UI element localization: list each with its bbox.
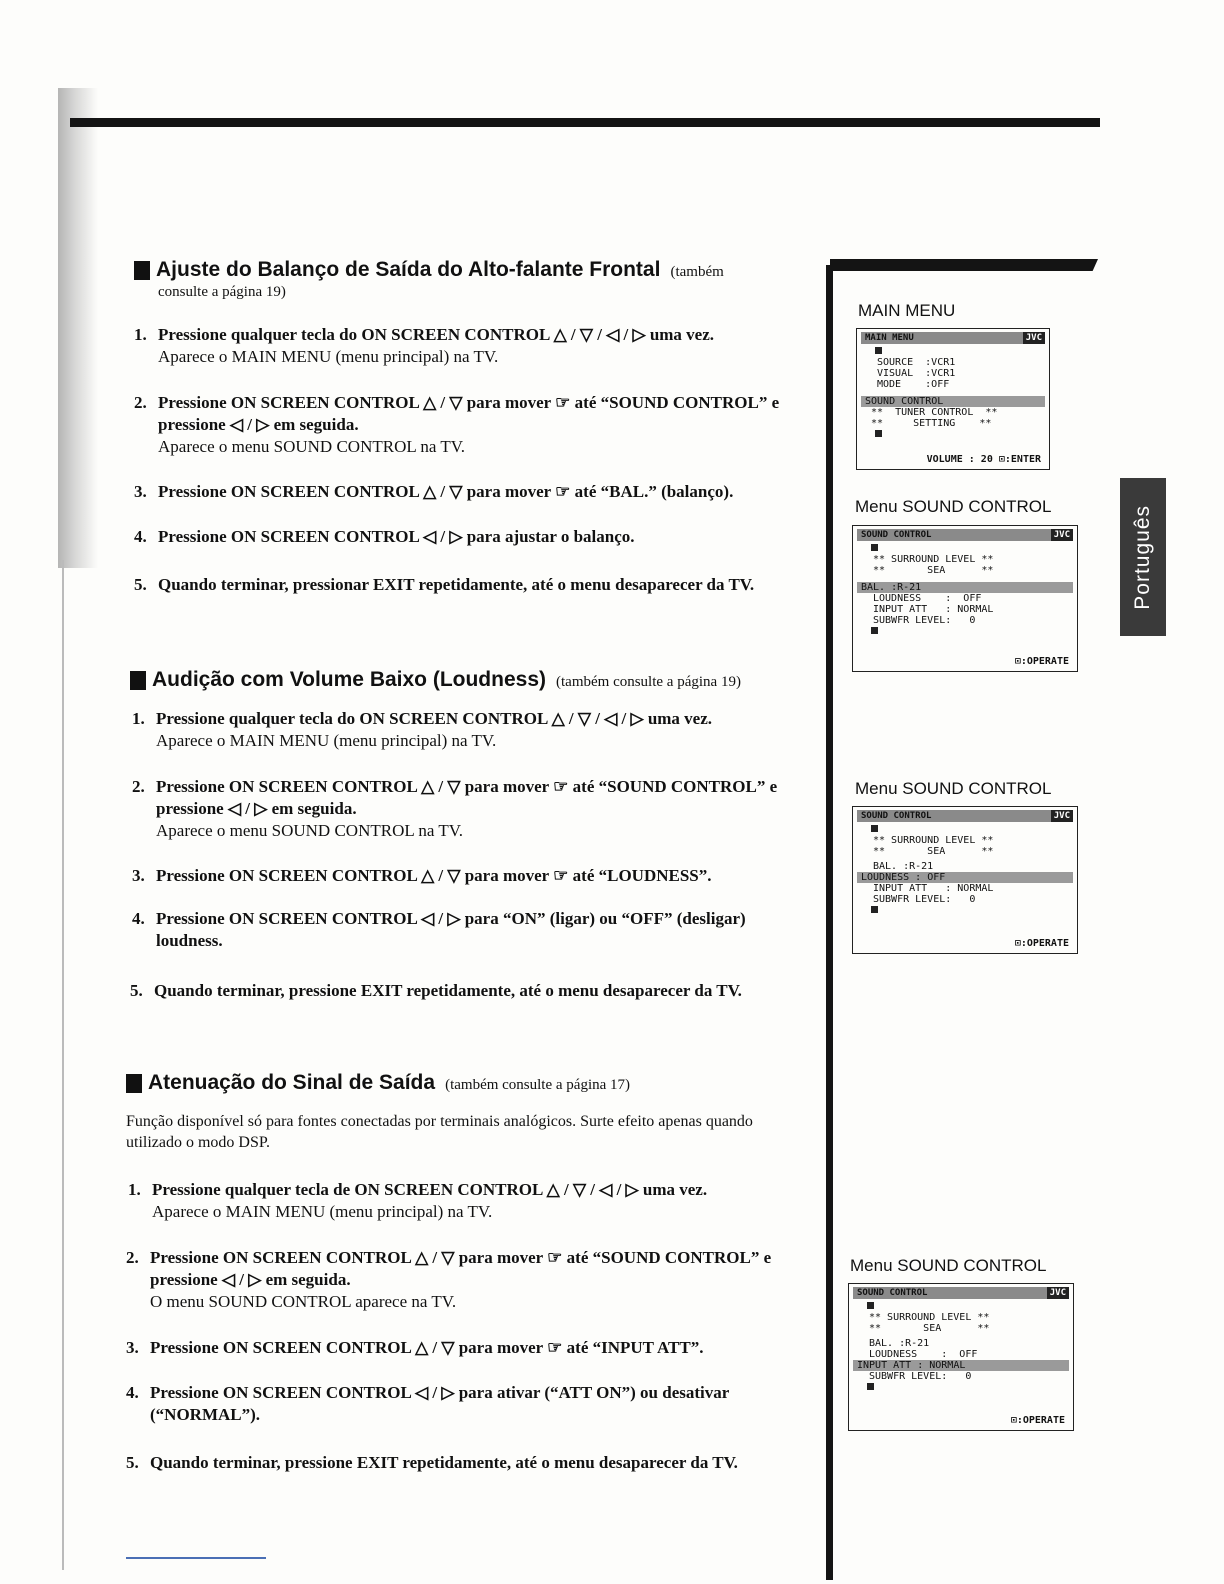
step: 2. Pressione ON SCREEN CONTROL △ / ▽ para mover ☞ até “SOUND CONTROL” e pressione ◁ / ▷ em seguida. O menu SOUND CONTROL aparece na TV.: [126, 1248, 772, 1311]
top-rule: [70, 118, 1100, 127]
language-tab-label: Português: [1131, 504, 1154, 610]
step: 3. Pressione ON SCREEN CONTROL △ / ▽ para mover ☞ até “INPUT ATT”.: [126, 1338, 704, 1357]
step: 4. Pressione ON SCREEN CONTROL ◁ / ▷ para ativar (“ATT ON”) ou desativar (“NORMAL”).: [126, 1383, 729, 1424]
cursor-icon: [871, 544, 878, 551]
osd-footer: ⊡:OPERATE: [1010, 1415, 1065, 1426]
cursor-icon: [867, 1302, 874, 1309]
section-title: Audição com Volume Baixo (Loudness): [152, 668, 546, 691]
osd-highlight: BAL. :R-21: [857, 582, 1073, 593]
section-title: Ajuste do Balanço de Saída do Alto-falante Frontal: [156, 258, 661, 281]
osd-sound-control: SOUND CONTROL JVC ** SURROUND LEVEL ** ** SEA ** BAL. :R-21 LOUDNESS : OFF INPUT ATT : NORMAL SUBWFR LEVEL: 0 ⊡:OPERATE: [852, 806, 1078, 954]
osd-footer: VOLUME : 20 ⊡:ENTER: [926, 454, 1041, 465]
osd-highlight: LOUDNESS : OFF: [857, 872, 1073, 883]
section-heading-loudness: [130, 668, 741, 692]
osd-title-bar: MAIN MENU JVC: [861, 332, 1045, 344]
osd-title-bar: SOUND CONTROL JVC: [857, 529, 1073, 541]
section-heading-attenuation: [126, 1071, 630, 1095]
step: 4. Pressione ON SCREEN CONTROL ◁ / ▷ para ajustar o balanço.: [134, 527, 635, 546]
screen-caption: Menu SOUND CONTROL: [855, 497, 1052, 516]
step: 5. Quando terminar, pressione EXIT repetidamente, até o menu desaparecer da TV.: [130, 981, 742, 1000]
heading-square-icon: [134, 261, 150, 280]
section-ref: (também consulte a página 19): [556, 674, 741, 690]
cursor-icon: [875, 347, 882, 354]
step: 5. Quando terminar, pressione EXIT repetidamente, até o menu desaparecer da TV.: [126, 1453, 738, 1472]
section-ref: (também: [670, 264, 724, 280]
osd-highlight: INPUT ATT : NORMAL: [853, 1360, 1069, 1371]
step: 1. Pressione qualquer tecla do ON SCREEN CONTROL △ / ▽ / ◁ / ▷ uma vez. Aparece o MAIN MENU (menu principal) na TV.: [134, 325, 715, 366]
cursor-icon: [875, 430, 882, 437]
jvc-logo: JVC: [1051, 810, 1073, 822]
screen-caption: MAIN MENU: [858, 301, 956, 320]
sidebar-top-rule: [830, 259, 1098, 271]
osd-main-menu: MAIN MENU JVC SOURCE :VCR1 VISUAL :VCR1 MODE :OFF SOUND CONTROL ** TUNER CONTROL ** ** SETTING ** VOLUME : 20 ⊡:ENTER: [856, 328, 1050, 470]
step: 4. Pressione ON SCREEN CONTROL ◁ / ▷ para “ON” (ligar) ou “OFF” (desligar) loudness.: [132, 909, 746, 950]
step: 2. Pressione ON SCREEN CONTROL △ / ▽ para mover ☞ até “SOUND CONTROL” e pressione ◁ / ▷ em seguida. Aparece o menu SOUND CONTROL na TV.: [134, 393, 780, 456]
cursor-icon: [871, 906, 878, 913]
section-ref: (também consulte a página 17): [445, 1077, 631, 1093]
jvc-logo: JVC: [1023, 332, 1045, 344]
section-title: Atenuação do Sinal de Saída: [148, 1071, 436, 1094]
osd-sound-control: SOUND CONTROL JVC ** SURROUND LEVEL ** ** SEA ** BAL. :R-21 LOUDNESS : OFF INPUT ATT : NORMAL SUBWFR LEVEL: 0 ⊡:OPERATE: [848, 1283, 1074, 1431]
screen-caption: Menu SOUND CONTROL: [850, 1256, 1047, 1275]
jvc-logo: JVC: [1051, 529, 1073, 541]
step: 1. Pressione qualquer tecla do ON SCREEN CONTROL △ / ▽ / ◁ / ▷ uma vez. Aparece o MAIN MENU (menu principal) na TV.: [132, 709, 713, 750]
cursor-icon: [867, 1383, 874, 1390]
section-ref-continued: consulte a página 19): [158, 284, 286, 300]
step: 3. Pressione ON SCREEN CONTROL △ / ▽ para mover ☞ até “BAL.” (balanço).: [134, 482, 734, 501]
osd-highlight: SOUND CONTROL: [861, 396, 1045, 407]
step: 1. Pressione qualquer tecla de ON SCREEN CONTROL △ / ▽ / ◁ / ▷ uma vez. Aparece o MAIN MENU (menu principal) na TV.: [128, 1180, 708, 1221]
page-binding-edge: [62, 560, 64, 1570]
cursor-icon: [871, 825, 878, 832]
section-intro: Função disponível só para fontes conectadas por terminais analógicos. Surte efeito apenas quando utilizado o modo DSP.: [126, 1113, 753, 1151]
footer-line: [126, 1557, 266, 1559]
osd-title-bar: SOUND CONTROL JVC: [853, 1287, 1069, 1299]
page-binding-shadow: [58, 88, 98, 568]
heading-square-icon: [126, 1074, 142, 1093]
jvc-logo: JVC: [1047, 1287, 1069, 1299]
heading-square-icon: [130, 671, 146, 690]
osd-title-bar: SOUND CONTROL JVC: [857, 810, 1073, 822]
osd-footer: ⊡:OPERATE: [1014, 938, 1069, 949]
cursor-icon: [871, 627, 878, 634]
step: 5. Quando terminar, pressionar EXIT repetidamente, até o menu desaparecer da TV.: [134, 575, 755, 594]
language-tab: [1120, 478, 1166, 636]
sidebar-vertical-rule: [826, 265, 833, 1580]
step: 3. Pressione ON SCREEN CONTROL △ / ▽ para mover ☞ até “LOUDNESS”.: [132, 866, 712, 885]
screen-caption: Menu SOUND CONTROL: [855, 779, 1052, 798]
osd-sound-control: SOUND CONTROL JVC ** SURROUND LEVEL ** ** SEA ** BAL. :R-21 LOUDNESS : OFF INPUT ATT : NORMAL SUBWFR LEVEL: 0 ⊡:OPERATE: [852, 525, 1078, 672]
osd-footer: ⊡:OPERATE: [1014, 656, 1069, 667]
step: 2. Pressione ON SCREEN CONTROL △ / ▽ para mover ☞ até “SOUND CONTROL” e pressione ◁ / ▷ em seguida. Aparece o menu SOUND CONTROL na TV.: [132, 777, 778, 840]
section-heading-balance: [134, 258, 724, 282]
